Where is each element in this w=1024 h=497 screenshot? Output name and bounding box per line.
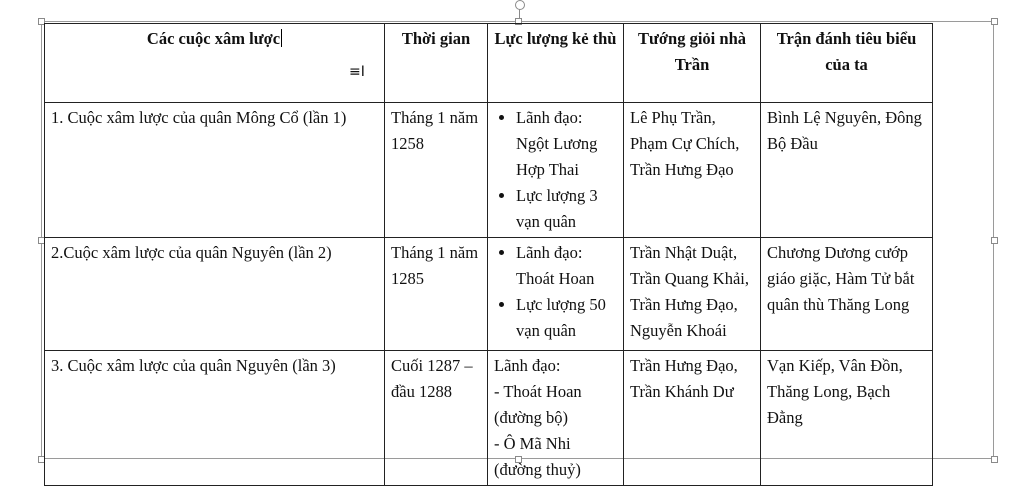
cell-enemy[interactable] bbox=[488, 238, 624, 351]
table-row bbox=[45, 103, 933, 238]
list-item: • Lãnh đạo: Ngột Lương Hợp Thai bbox=[516, 105, 617, 183]
cell-enemy[interactable] bbox=[488, 351, 624, 486]
cell-text: 2.Cuộc xâm lược của quân Nguyên (lần 2) bbox=[51, 243, 332, 262]
resize-handle-bottom-right[interactable] bbox=[991, 456, 998, 463]
header-time[interactable] bbox=[385, 24, 488, 103]
list-item: • Lực lượng 50 vạn quân bbox=[516, 292, 617, 344]
cell-text: Trần Nhật Duật, Trần Quang Khải, Trần Hưng Đạo, Nguyễn Khoái bbox=[630, 243, 750, 340]
resize-handle-right[interactable] bbox=[991, 237, 998, 244]
cell-text: Bình Lệ Nguyên, Đông Bộ Đầu bbox=[767, 108, 922, 153]
cell-time[interactable] bbox=[385, 103, 488, 238]
enemy-list bbox=[494, 105, 617, 235]
resize-handle-top-right[interactable] bbox=[991, 18, 998, 25]
cell-generals[interactable] bbox=[624, 351, 761, 486]
cell-invasion-name[interactable] bbox=[45, 351, 385, 486]
cell-text: Chương Dương cướp giáo giặc, Hàm Tử bắt quân thù Thăng Long bbox=[767, 243, 915, 314]
cell-text: Tháng 1 năm 1285 bbox=[391, 243, 479, 288]
header-enemy-forces-label: Lực lượng kẻ thù bbox=[494, 29, 617, 48]
header-invasions-label: Các cuộc xâm lược bbox=[146, 29, 281, 48]
enemy-line: - Ô Mã Nhi (đường thuỷ) bbox=[494, 434, 581, 479]
cell-battles[interactable] bbox=[761, 238, 933, 351]
text-cursor bbox=[281, 29, 282, 47]
header-time-label: Thời gian bbox=[401, 29, 471, 48]
list-item: • Lãnh đạo: Thoát Hoan bbox=[516, 240, 617, 292]
header-battles[interactable] bbox=[761, 24, 933, 103]
cell-battles[interactable] bbox=[761, 351, 933, 486]
header-invasions[interactable] bbox=[45, 24, 385, 103]
cell-battles[interactable] bbox=[761, 103, 933, 238]
table-row bbox=[45, 238, 933, 351]
cell-invasion-name[interactable] bbox=[45, 103, 385, 238]
cell-generals[interactable] bbox=[624, 103, 761, 238]
enemy-line: Lãnh đạo: bbox=[494, 356, 561, 375]
cell-time[interactable] bbox=[385, 351, 488, 486]
cell-text: 3. Cuộc xâm lược của quân Nguyên (lần 3) bbox=[51, 356, 336, 375]
table-header-row bbox=[45, 24, 933, 103]
header-enemy-forces[interactable] bbox=[488, 24, 624, 103]
rotate-handle[interactable] bbox=[515, 0, 525, 10]
ibeam-cursor-icon: ≡I bbox=[349, 64, 365, 80]
invasions-table[interactable] bbox=[44, 23, 933, 486]
cell-text: Vạn Kiếp, Vân Đồn, Thăng Long, Bạch Đằng bbox=[767, 356, 903, 427]
cell-invasion-name[interactable] bbox=[45, 238, 385, 351]
cell-enemy[interactable] bbox=[488, 103, 624, 238]
cell-text: Cuối 1287 – đầu 1288 bbox=[391, 356, 473, 401]
enemy-line: - Thoát Hoan (đường bộ) bbox=[494, 382, 582, 427]
list-item: • Lực lượng 3 vạn quân bbox=[516, 183, 617, 235]
cell-generals[interactable] bbox=[624, 238, 761, 351]
cell-text: 1. Cuộc xâm lược của quân Mông Cổ (lần 1) bbox=[51, 108, 347, 127]
table-row bbox=[45, 351, 933, 486]
header-generals-label: Tướng giỏi nhà Trần bbox=[638, 29, 746, 74]
cell-time[interactable] bbox=[385, 238, 488, 351]
header-generals[interactable] bbox=[624, 24, 761, 103]
cell-text: Tháng 1 năm 1258 bbox=[391, 108, 479, 153]
header-battles-label: Trận đánh tiêu biểu của ta bbox=[776, 29, 917, 74]
enemy-list bbox=[494, 240, 617, 344]
cell-text: Lê Phụ Trần, Phạm Cự Chích, Trần Hưng Đạo bbox=[630, 108, 740, 179]
cell-text: Trần Hưng Đạo, Trần Khánh Dư bbox=[630, 356, 738, 401]
